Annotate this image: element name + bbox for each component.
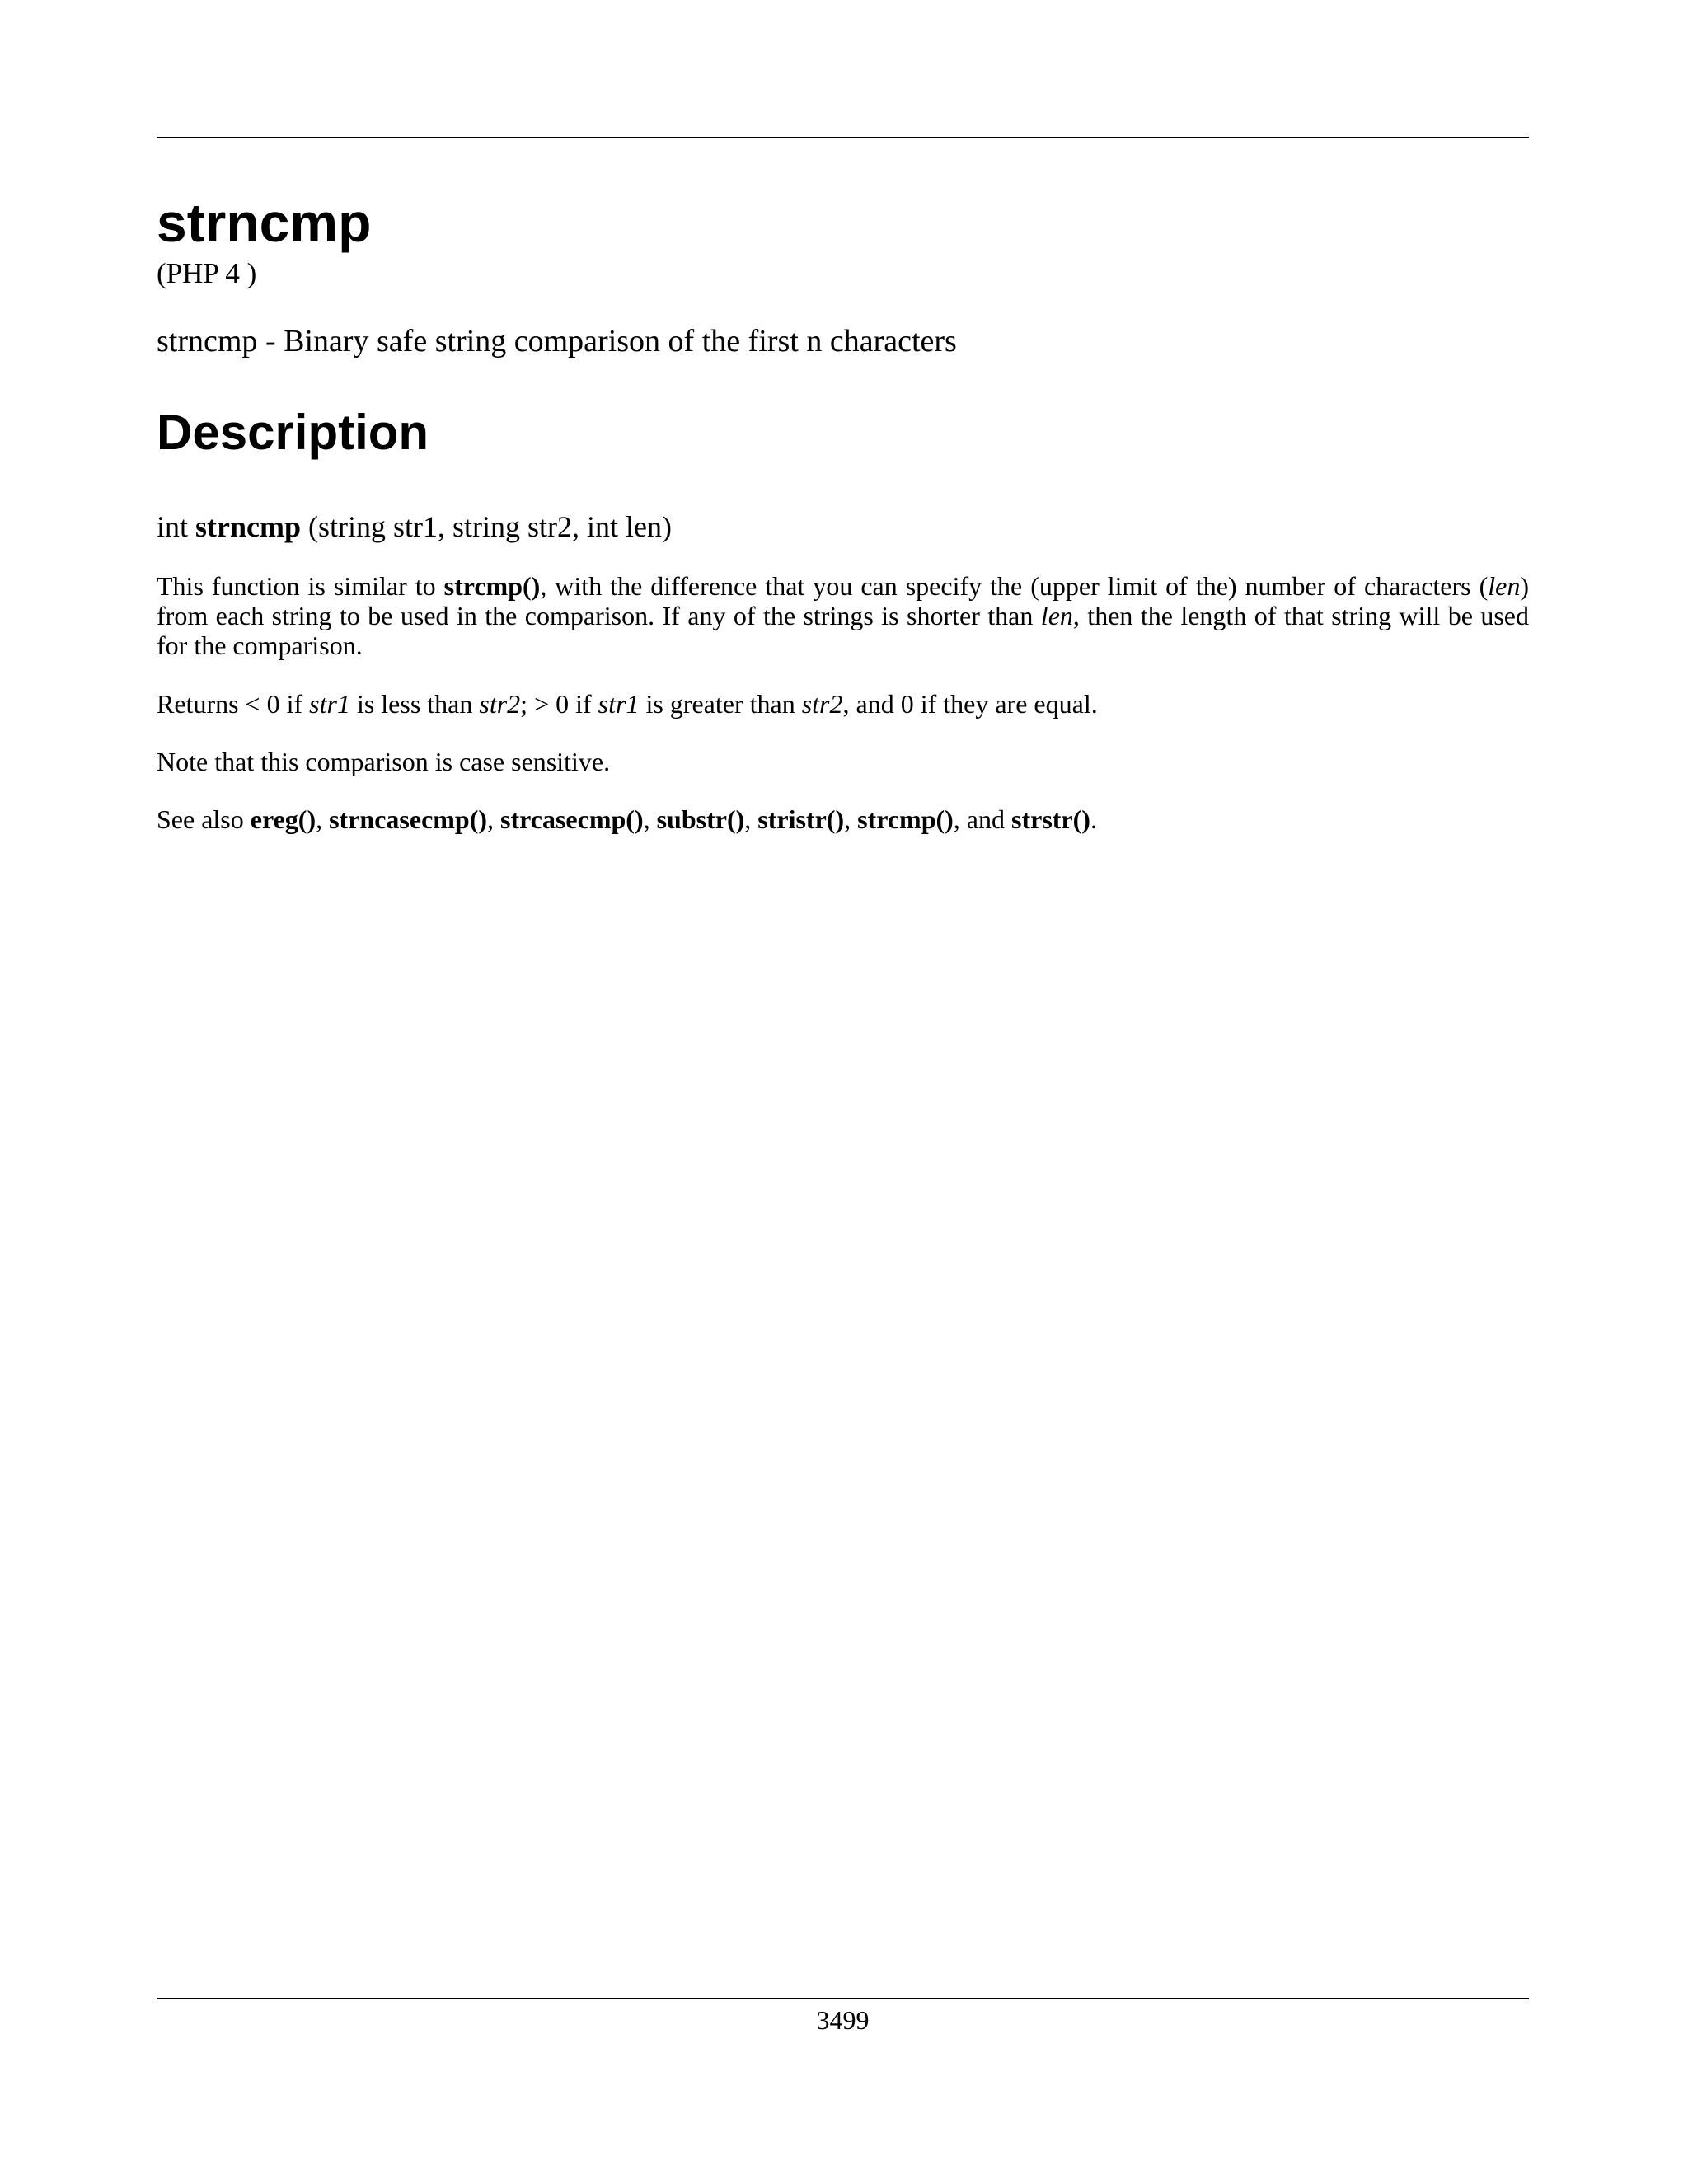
synopsis-params: (string str1, string str2, int len) [308,510,672,543]
param-str1: str1 [598,689,640,719]
function-link-strncasecmp[interactable]: strncasecmp() [329,804,488,834]
document-page [157,0,1529,2184]
param-len: len [1488,571,1521,601]
param-str1: str1 [309,689,350,719]
list-separator: , [643,804,657,834]
list-separator: , [744,804,758,834]
see-also-paragraph [157,804,1529,834]
function-link-strcmp[interactable]: strcmp() [857,804,954,834]
page-number: 3499 [816,2005,870,2035]
see-also-suffix: . [1090,804,1097,834]
list-separator: , and [953,804,1011,834]
function-link-ereg[interactable]: ereg() [250,804,316,834]
refname-line [157,323,957,359]
see-also-links [251,804,1090,834]
text-run: is less than [349,689,480,719]
function-link-strstr[interactable]: strstr() [1011,804,1090,834]
list-separator: , [487,804,501,834]
refname-name: strncmp [157,324,258,359]
function-link-strcasecmp[interactable]: strcasecmp() [500,804,644,834]
text-run: This function is similar to [157,571,444,601]
param-str2: str2 [479,689,521,719]
case-sensitivity-note: Note that this comparison is case sensitive. [157,747,611,776]
text-run: Returns < 0 if [157,689,310,719]
return-value-paragraph [157,689,1529,719]
param-len: len [1040,601,1073,630]
header-rule [157,137,1529,138]
list-separator: , [316,804,330,834]
description-heading: Description [157,405,429,460]
synopsis-function-name: strncmp [195,510,302,543]
list-separator: , [844,804,858,834]
see-also-prefix: See also [157,804,251,834]
function-link-stristr[interactable]: stristr() [757,804,845,834]
page-title: strncmp [157,192,372,253]
function-link-strcmp[interactable]: strcmp() [443,571,541,601]
description-paragraph [157,571,1529,660]
text-run: , and 0 if they are equal. [842,689,1098,719]
text-run: , then the length of that string will be used for the comparison. [157,601,1530,660]
version-info: (PHP 4 ) [157,257,257,289]
text-run: ; > 0 if [520,689,598,719]
refname-purpose: Binary safe string comparison of the first n characters [284,324,957,359]
function-link-substr[interactable]: substr() [656,804,745,834]
text-run: ) from each string to be used in the comparison. If any of the strings is shorter than [157,571,1530,630]
synopsis-return-type: int [157,510,189,543]
param-str2: str2 [801,689,843,719]
footer-rule [157,1998,1529,1999]
text-run: , with the difference that you can specify the (upper limit of the) number of characters ( [540,571,1489,601]
function-synopsis [157,509,672,544]
text-run: is greater than [639,689,802,719]
refname-separator: - [257,324,284,359]
